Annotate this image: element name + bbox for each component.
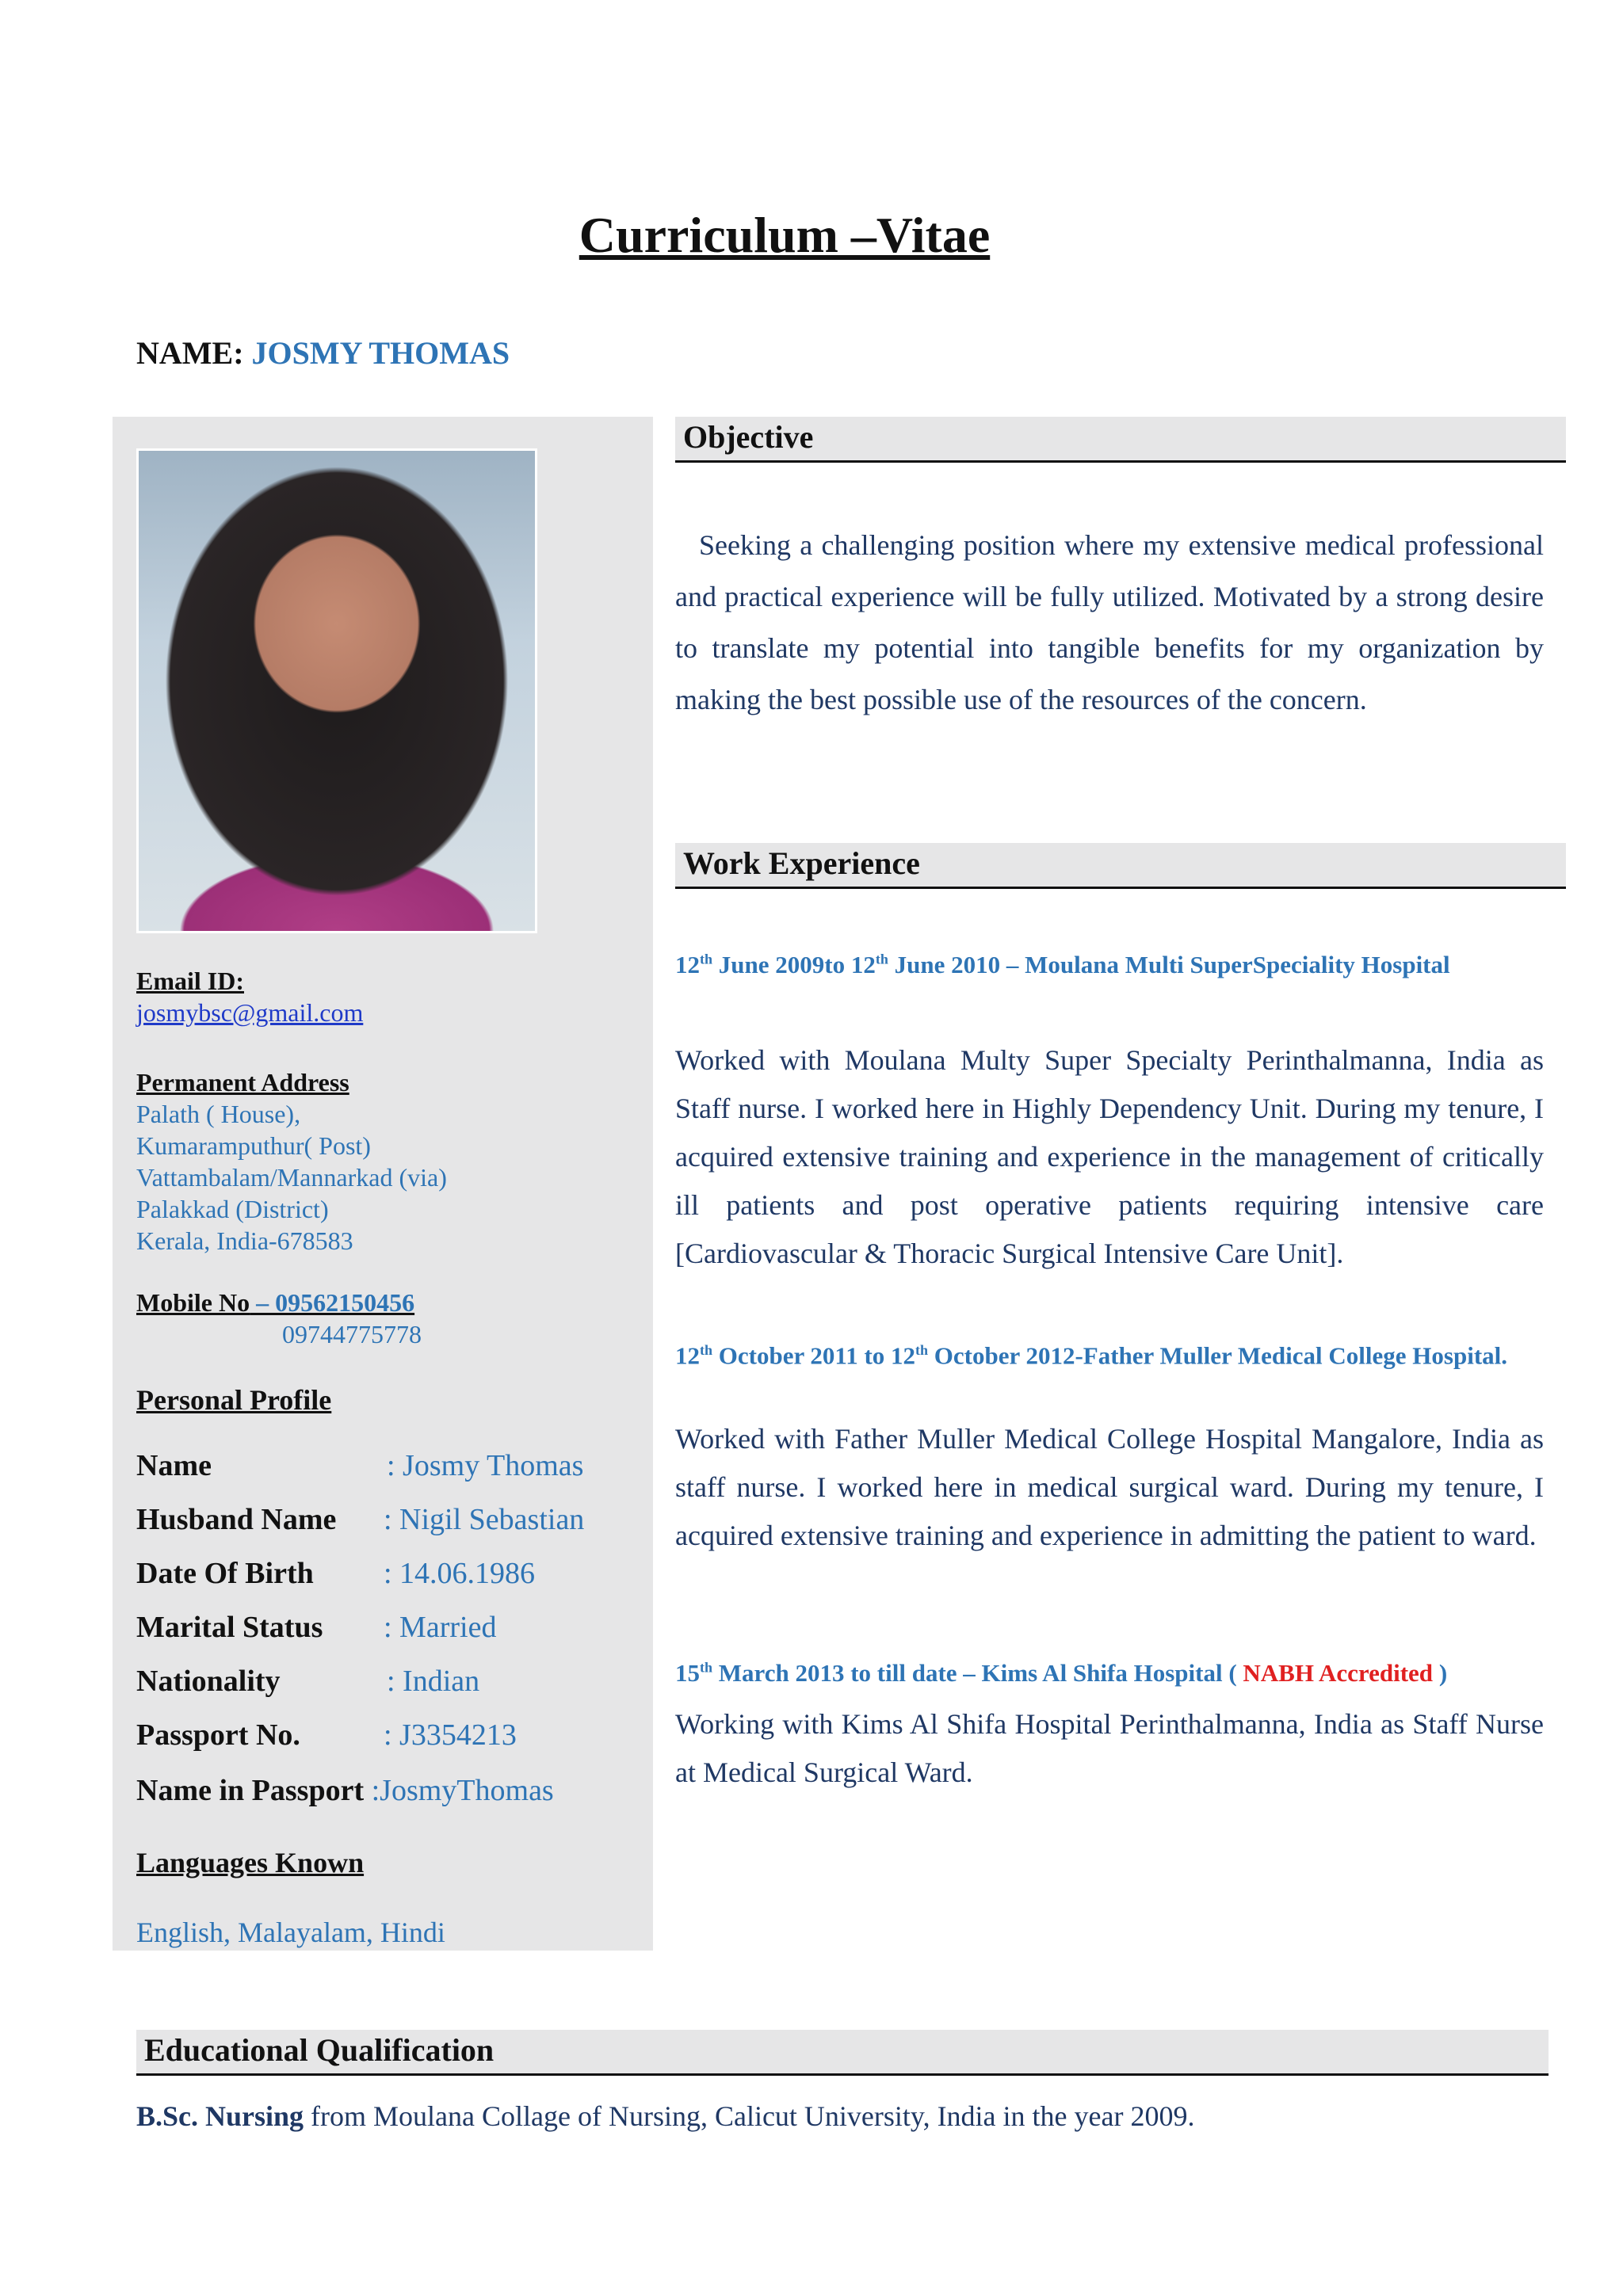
address-line: Palath ( House), xyxy=(136,1100,301,1128)
profile-row-husband xyxy=(136,1502,584,1537)
job-3-description: Working with Kims Al Shifa Hospital Perinthalmanna, India as Staff Nurse at Medical Surgical Ward. xyxy=(675,1708,1544,1788)
job-title-text: June 2010 – Moulana Multi SuperSpeciality Hospital xyxy=(888,951,1450,978)
profile-row-name xyxy=(136,1448,583,1483)
profile-row-passport-name xyxy=(136,1773,554,1808)
profile-value: :JosmyThomas xyxy=(371,1774,554,1807)
profile-value: : Josmy Thomas xyxy=(387,1449,584,1482)
address-line: Palakkad (District) xyxy=(136,1195,329,1223)
profile-row-passport xyxy=(136,1718,517,1753)
job-2-heading xyxy=(675,1328,1544,1378)
objective-text: Seeking a challenging position where my extensive medical professional and practical experience will be fully utilized. Motivated by a strong desire to translate my potential into tangible benefits for my organization by making the best possible use of the resources of the concern. xyxy=(675,529,1544,715)
address-line: Kerala, India-678583 xyxy=(136,1226,353,1255)
address-block xyxy=(136,1098,447,1257)
mobile-number-2: 09744775778 xyxy=(282,1320,422,1348)
name-value: JOSMY THOMAS xyxy=(251,335,510,371)
name-label: NAME: xyxy=(136,335,252,371)
job-date-text: October 2011 to 12 xyxy=(712,1341,916,1370)
nabh-accredited-badge: NABH Accredited xyxy=(1243,1659,1434,1687)
education-heading: Educational Qualification xyxy=(136,2030,1549,2076)
job-3-heading xyxy=(675,1659,1563,1688)
address-line: Vattambalam/Mannarkad (via) xyxy=(136,1163,447,1192)
profile-row-marital xyxy=(136,1610,496,1645)
job-date-sup: th xyxy=(700,951,713,967)
profile-row-dob xyxy=(136,1556,535,1591)
job-1-description: Worked with Moulana Multy Super Specialty Perinthalmanna, India as Staff nurse. I worked here in Highly Dependency Unit. During my tenure, I acquired extensive training and experience in the management of critically ill patients and post operative patients requiring intensive care [Cardiovascular & Thoracic Surgical Intensive Care Unit]. xyxy=(675,1044,1544,1269)
name-heading xyxy=(136,334,510,372)
profile-value: : Indian xyxy=(387,1665,480,1698)
job-date-sup: th xyxy=(700,1342,713,1358)
email-label: Email ID: xyxy=(136,967,244,995)
job-1-heading xyxy=(675,951,1563,979)
profile-photo xyxy=(136,448,537,933)
degree-details: from Moulana Collage of Nursing, Calicut University, India in the year 2009. xyxy=(304,2100,1195,2132)
mobile-label-text: Mobile No xyxy=(136,1288,250,1317)
objective-heading: Objective xyxy=(675,417,1566,463)
job-date-sup: th xyxy=(700,1659,713,1676)
mobile-number-1: – 09562150456 xyxy=(250,1288,415,1317)
job-title-text: October 2012-Father Muller Medical College Hospital. xyxy=(928,1341,1507,1370)
job-2-description: Worked with Father Muller Medical College Hospital Mangalore, India as staff nurse. I worked here in medical surgical ward. During my tenure, I acquired extensive training and experience in admitting the patient to ward. xyxy=(675,1423,1544,1551)
page-title: Curriculum –Vitae xyxy=(579,207,991,263)
address-line: Kumaramputhur( Post) xyxy=(136,1131,371,1160)
job-title-close: ) xyxy=(1433,1659,1448,1687)
profile-key: Husband Name xyxy=(136,1503,337,1536)
job-date: 15 xyxy=(675,1659,700,1687)
languages-label: Languages Known xyxy=(136,1847,365,1878)
job-date-text: June 2009to 12 xyxy=(712,951,876,978)
education-text xyxy=(136,2100,1563,2133)
work-experience-heading: Work Experience xyxy=(675,843,1566,889)
personal-profile-label: Personal Profile xyxy=(136,1384,332,1416)
mobile-label xyxy=(136,1288,414,1318)
profile-value: : Married xyxy=(384,1611,497,1644)
address-label: Permanent Address xyxy=(136,1068,349,1097)
profile-key: Nationality xyxy=(136,1665,281,1698)
profile-key: Passport No. xyxy=(136,1718,300,1752)
profile-row-nationality xyxy=(136,1664,479,1699)
job-title-text: March 2013 to till date – Kims Al Shifa Hospital ( xyxy=(712,1659,1243,1687)
email-link[interactable]: josmybsc@gmail.com xyxy=(136,998,364,1027)
job-date-sup: th xyxy=(915,1342,929,1358)
profile-value: : J3354213 xyxy=(384,1718,517,1752)
job-date: 12 xyxy=(675,951,700,978)
profile-key: Marital Status xyxy=(136,1611,323,1644)
degree-name: B.Sc. Nursing xyxy=(136,2100,304,2132)
job-date-sup: th xyxy=(875,951,888,967)
profile-key: Name in Passport xyxy=(136,1774,365,1807)
languages-value: English, Malayalam, Hindi xyxy=(136,1917,445,1948)
profile-key: Name xyxy=(136,1449,212,1482)
profile-value: : Nigil Sebastian xyxy=(384,1503,585,1536)
profile-value: : 14.06.1986 xyxy=(384,1557,536,1590)
profile-key: Date Of Birth xyxy=(136,1557,314,1590)
job-date: 12 xyxy=(675,1341,700,1370)
